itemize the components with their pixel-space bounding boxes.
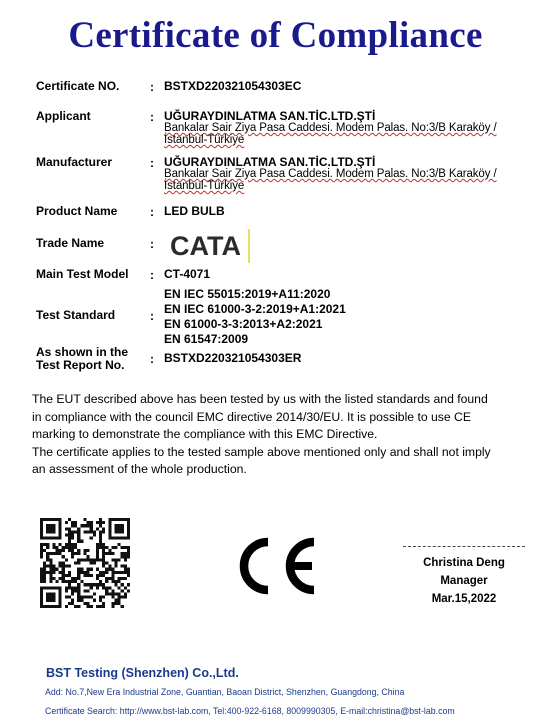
trade-logo-text: CATA xyxy=(170,231,241,261)
ce-mark-icon xyxy=(228,536,320,596)
signer-name: Christina Deng xyxy=(423,557,505,569)
test-standard-item: EN 61547:2009 xyxy=(164,332,249,346)
applicant-address-line2: İstanbul-Türkiye xyxy=(164,134,245,146)
manufacturer-address xyxy=(164,168,534,192)
statement-line: The certificate applies to the tested sample above mentioned only and shall not imply xyxy=(32,444,491,459)
signer-title: Manager xyxy=(440,575,488,587)
statement-line: in compliance with the council EMC directive 2014/30/EU. It is possible to use CE xyxy=(32,409,471,424)
colon: : xyxy=(150,80,154,94)
test-standard-item: EN IEC 55015:2019+A11:2020 xyxy=(164,287,331,301)
certificate-no-label: Certificate NO. xyxy=(36,79,120,93)
colon: : xyxy=(150,309,154,323)
test-standard-item: EN IEC 61000-3-2:2019+A1:2021 xyxy=(164,302,346,316)
colon: : xyxy=(150,110,154,124)
applicant-address xyxy=(164,122,534,146)
main-test-model-label: Main Test Model xyxy=(36,267,129,281)
applicant-label: Applicant xyxy=(36,109,91,123)
manufacturer-address-line1: Bankalar Sair Ziya Pasa Caddesi. Modem Palas. No:3/B Karaköy / xyxy=(164,168,497,180)
signature-line xyxy=(403,546,525,547)
qr-code-icon xyxy=(40,518,130,608)
trade-logo xyxy=(164,229,250,263)
main-test-model-value: CT-4071 xyxy=(164,267,211,281)
colon: : xyxy=(150,352,154,366)
footer-contact: Certificate Search: http://www.bst-lab.com, Tel:400-922-6168, 8009990305, E-mail:christina@bst-lab.com xyxy=(45,706,455,716)
test-standard-item: EN 61000-3-3:2013+A2:2021 xyxy=(164,317,323,331)
product-name-value: LED BULB xyxy=(164,204,225,218)
manufacturer-value xyxy=(164,156,534,192)
applicant-address-line1: Bankalar Sair Ziya Pasa Caddesi. Modem Palas. No:3/B Karaköy / xyxy=(164,122,497,134)
signature-date: Mar.15,2022 xyxy=(431,593,497,605)
certificate-title: Certificate of Compliance xyxy=(68,15,483,56)
test-report-value: BSTXD220321054303ER xyxy=(164,351,302,365)
colon: : xyxy=(150,205,154,219)
product-name-label: Product Name xyxy=(36,204,118,218)
test-standard-values xyxy=(164,287,534,347)
statement-line: The EUT described above has been tested by us with the listed standards and found xyxy=(32,392,488,406)
test-standard-label: Test Standard xyxy=(36,308,116,322)
colon: : xyxy=(150,237,154,251)
compliance-statement xyxy=(32,391,537,479)
manufacturer-label: Manufacturer xyxy=(36,155,113,169)
certificate-no-value: BSTXD220321054303EC xyxy=(164,79,302,93)
statement-line: marking to demonstrate the compliance with this EMC Directive. xyxy=(32,427,378,441)
manufacturer-address-line2: İstanbul-Türkiye xyxy=(164,180,245,192)
company-name: BST Testing (Shenzhen) Co.,Ltd. xyxy=(46,666,239,680)
footer-address: Add: No.7,New Era Industrial Zone, Guantian, Baoan District, Shenzhen, Guangdong, China xyxy=(45,687,405,697)
applicant-value xyxy=(164,110,534,146)
manufacturer-name: UĞURAYDINLATMA SAN.TİC.LTD.ŞTİ xyxy=(164,155,376,169)
statement-line: an assessment of the whole production. xyxy=(32,462,247,476)
test-report-label-line2: Test Report No. xyxy=(36,358,125,372)
test-report-label xyxy=(36,346,148,372)
colon: : xyxy=(150,268,154,282)
applicant-name: UĞURAYDINLATMA SAN.TİC.LTD.ŞTİ xyxy=(164,109,376,123)
test-report-label-line1: As shown in the xyxy=(36,345,129,359)
colon: : xyxy=(150,156,154,170)
trade-name-label: Trade Name xyxy=(36,236,105,250)
signature-block xyxy=(393,554,535,608)
